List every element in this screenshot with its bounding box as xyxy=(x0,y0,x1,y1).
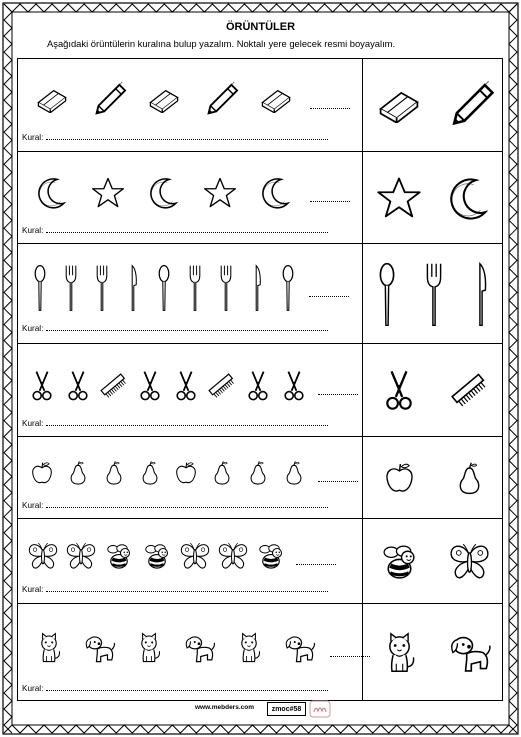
eraser-icon xyxy=(259,87,293,113)
eraser-icon xyxy=(35,87,69,113)
rule-dotted-line[interactable] xyxy=(46,232,328,233)
answer-blank[interactable] xyxy=(309,296,349,297)
choice-knife-icon[interactable] xyxy=(470,254,492,335)
moon-icon xyxy=(35,175,69,211)
answer-blank[interactable] xyxy=(296,564,336,565)
butterfly-icon xyxy=(65,540,97,572)
fork-icon xyxy=(187,258,203,318)
choice-star-icon[interactable] xyxy=(376,175,422,221)
scissors-icon xyxy=(246,368,270,404)
cat-icon xyxy=(233,628,265,668)
rule-label: Kural: xyxy=(22,226,44,235)
choice-fork-icon[interactable] xyxy=(423,254,445,335)
rule-line[interactable] xyxy=(22,501,328,510)
page-title: ÖRÜNTÜLER xyxy=(225,21,296,33)
rule-dotted-line[interactable] xyxy=(46,425,328,426)
rule-line[interactable] xyxy=(22,324,328,333)
bee-icon xyxy=(142,541,172,571)
rule-dotted-line[interactable] xyxy=(46,139,328,140)
butterfly-icon xyxy=(179,540,211,572)
pencil-icon xyxy=(89,81,127,119)
pear-icon xyxy=(209,457,235,489)
choice-pear-icon[interactable] xyxy=(452,457,487,500)
rule-dotted-line[interactable] xyxy=(46,591,328,592)
rule-dotted-line[interactable] xyxy=(46,690,328,691)
moon-icon xyxy=(147,175,181,211)
rule-dotted-line[interactable] xyxy=(46,330,328,331)
footer-badge: zmoc#58 xyxy=(267,702,306,716)
fork-icon xyxy=(63,258,79,318)
dog-icon xyxy=(282,630,316,666)
pattern-table xyxy=(17,58,503,701)
choice-apple-icon[interactable] xyxy=(382,459,417,497)
scissors-icon xyxy=(282,368,306,404)
butterfly-icon xyxy=(27,540,59,572)
rule-label: Kural: xyxy=(22,419,44,428)
knife-icon xyxy=(249,258,265,318)
rule-label: Kural: xyxy=(22,324,44,333)
scissors-icon xyxy=(138,368,162,404)
cat-icon xyxy=(33,628,65,668)
star-icon xyxy=(203,176,237,210)
pattern-row xyxy=(18,152,502,244)
choice-comb-icon[interactable] xyxy=(448,369,491,412)
bee-icon xyxy=(256,541,286,571)
fork-icon xyxy=(218,258,234,318)
rule-dotted-line[interactable] xyxy=(46,507,328,508)
rule-line[interactable] xyxy=(22,419,328,428)
scissors-icon xyxy=(174,368,198,404)
answer-blank[interactable] xyxy=(318,481,358,482)
pencil-icon xyxy=(201,81,239,119)
rule-line[interactable] xyxy=(22,684,328,693)
rule-label: Kural: xyxy=(22,585,44,594)
dog-icon xyxy=(82,630,116,666)
pattern-row xyxy=(18,519,502,604)
choice-moon-icon[interactable] xyxy=(446,174,492,223)
spoon-icon xyxy=(32,258,48,318)
choice-eraser-icon[interactable] xyxy=(376,88,422,123)
rule-label: Kural: xyxy=(22,684,44,693)
pattern-row xyxy=(18,604,502,701)
pear-icon xyxy=(245,457,271,489)
pear-icon xyxy=(137,457,163,489)
choice-spoon-icon[interactable] xyxy=(376,254,398,335)
eraser-icon xyxy=(147,87,181,113)
pear-icon xyxy=(281,457,307,489)
apple-icon xyxy=(29,459,55,487)
choice-cat-icon[interactable] xyxy=(378,626,421,680)
choice-scissors-icon[interactable] xyxy=(383,366,415,415)
pattern-row xyxy=(18,59,502,152)
scissors-icon xyxy=(30,368,54,404)
choice-bee-icon[interactable] xyxy=(379,541,420,582)
pattern-row xyxy=(18,437,502,519)
answer-blank[interactable] xyxy=(318,394,358,395)
rule-label: Kural: xyxy=(22,133,44,142)
moon-icon xyxy=(259,175,293,211)
bee-icon xyxy=(104,541,134,571)
rule-label: Kural: xyxy=(22,501,44,510)
answer-blank[interactable] xyxy=(310,201,350,202)
cat-icon xyxy=(133,628,165,668)
answer-blank[interactable] xyxy=(330,656,370,657)
instruction-text: Aşağıdaki örüntülerin kuralına bulup yazalım. Noktalı yere gelecek resmi boyayalım. xyxy=(47,38,396,49)
comb-icon xyxy=(206,370,238,402)
rule-line[interactable] xyxy=(22,226,328,235)
answer-blank[interactable] xyxy=(310,108,350,109)
pattern-row xyxy=(18,344,502,437)
pear-icon xyxy=(65,457,91,489)
choice-dog-icon[interactable] xyxy=(446,628,492,677)
footer-site: www.mebders.com xyxy=(195,704,254,711)
knife-icon xyxy=(125,258,141,318)
spoon-icon xyxy=(156,258,172,318)
logo-icon xyxy=(309,700,331,718)
choice-pencil-icon[interactable] xyxy=(444,80,495,131)
pear-icon xyxy=(101,457,127,489)
rule-line[interactable] xyxy=(22,585,328,594)
spoon-icon xyxy=(280,258,296,318)
dog-icon xyxy=(182,630,216,666)
pattern-row xyxy=(18,244,502,344)
star-icon xyxy=(91,176,125,210)
fork-icon xyxy=(94,258,110,318)
apple-icon xyxy=(173,459,199,487)
scissors-icon xyxy=(66,368,90,404)
choice-butterfly-icon[interactable] xyxy=(448,540,491,583)
rule-line[interactable] xyxy=(22,133,328,142)
butterfly-icon xyxy=(217,540,249,572)
comb-icon xyxy=(98,370,130,402)
